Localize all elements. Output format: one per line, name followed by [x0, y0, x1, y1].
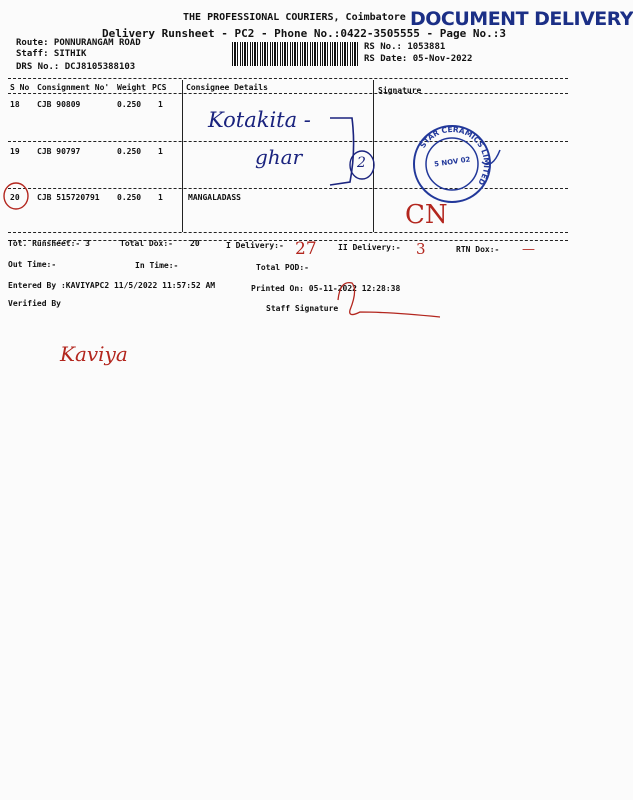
i-delivery-label: I Delivery:- — [226, 241, 284, 250]
row-weight: 0.250 — [117, 100, 142, 109]
document-delivery-stamp: DOCUMENT DELIVERY — [410, 8, 633, 30]
staff-label: Staff: SITHIK — [16, 49, 87, 59]
row-pcs: 1 — [158, 147, 163, 156]
handwritten-ii-delivery: 3 — [416, 240, 426, 258]
row-consignment: CJB 515720791 — [37, 193, 100, 202]
total-dox-label: Total Dox:- — [120, 239, 173, 248]
handwritten-i-delivery: 27 — [295, 239, 317, 259]
printed-on: Printed On: 05-11-2022 12:28:38 — [251, 284, 401, 293]
row-pcs: 1 — [158, 193, 163, 202]
runsheet-title: Delivery Runsheet - PC2 - Phone No.:0422-3505555 - Page No.:3 — [102, 27, 506, 40]
staff-signature-label: Staff Signature — [266, 304, 339, 313]
rs-date: RS Date: 05-Nov-2022 — [364, 54, 473, 64]
row-consignment: CJB 90809 — [37, 100, 81, 109]
row-consignee: MANGALADASS — [188, 193, 241, 202]
col-signature: Signature — [378, 86, 422, 95]
seal-text: STAR CERAMICS LIMITED — [418, 124, 492, 187]
circled-number: 2 — [357, 155, 366, 171]
row-pcs: 1 — [158, 100, 163, 109]
total-dox-value: 20 — [190, 239, 200, 248]
tot-runsheet: Tot. Runsheet:- 3 — [8, 239, 90, 248]
row-sno: 18 — [10, 100, 20, 109]
col-sno: S No — [10, 83, 30, 92]
row-weight: 0.250 — [117, 147, 142, 156]
row-sno: 20 — [10, 193, 20, 202]
rtn-dox-label: RTN Dox:- — [456, 245, 500, 254]
handwritten-consignee: Kotakita - — [208, 108, 311, 132]
handwritten-rtn-dash: — — [522, 242, 535, 257]
col-consignment: Consignment No' — [37, 83, 110, 92]
row-sno: 19 — [10, 147, 20, 156]
drs-number: DRS No.: DCJ8105388103 — [16, 62, 136, 72]
row-weight: 0.250 — [117, 193, 142, 202]
handwritten-ghar: ghar — [255, 145, 303, 169]
col-pcs: PCS — [152, 83, 167, 92]
col-consignee: Consignee Details — [186, 83, 268, 92]
rs-number: RS No.: 1053881 — [364, 42, 446, 52]
ii-delivery-label: II Delivery:- — [338, 243, 401, 252]
total-pod-label: Total POD:- — [256, 263, 309, 272]
row-consignment: CJB 90797 — [37, 147, 81, 156]
in-time-label: In Time:- — [135, 261, 179, 270]
handwritten-cn: CN — [405, 200, 448, 230]
entered-by: Entered By :KAVIYAPC2 11/5/2022 11:57:52 AM — [8, 281, 216, 290]
col-weight: Weight — [117, 83, 146, 92]
handwritten-kaviya: Kaviya — [60, 342, 128, 366]
company-seal — [410, 122, 494, 206]
out-time-label: Out Time:- — [8, 260, 57, 269]
route-label: Route: PONNURANGAM ROAD — [16, 38, 141, 48]
verified-by: Verified By — [8, 299, 61, 308]
seal-date: 5 NOV 02 — [433, 155, 471, 169]
company-name: THE PROFESSIONAL COURIERS, Coimbatore — [183, 12, 406, 23]
